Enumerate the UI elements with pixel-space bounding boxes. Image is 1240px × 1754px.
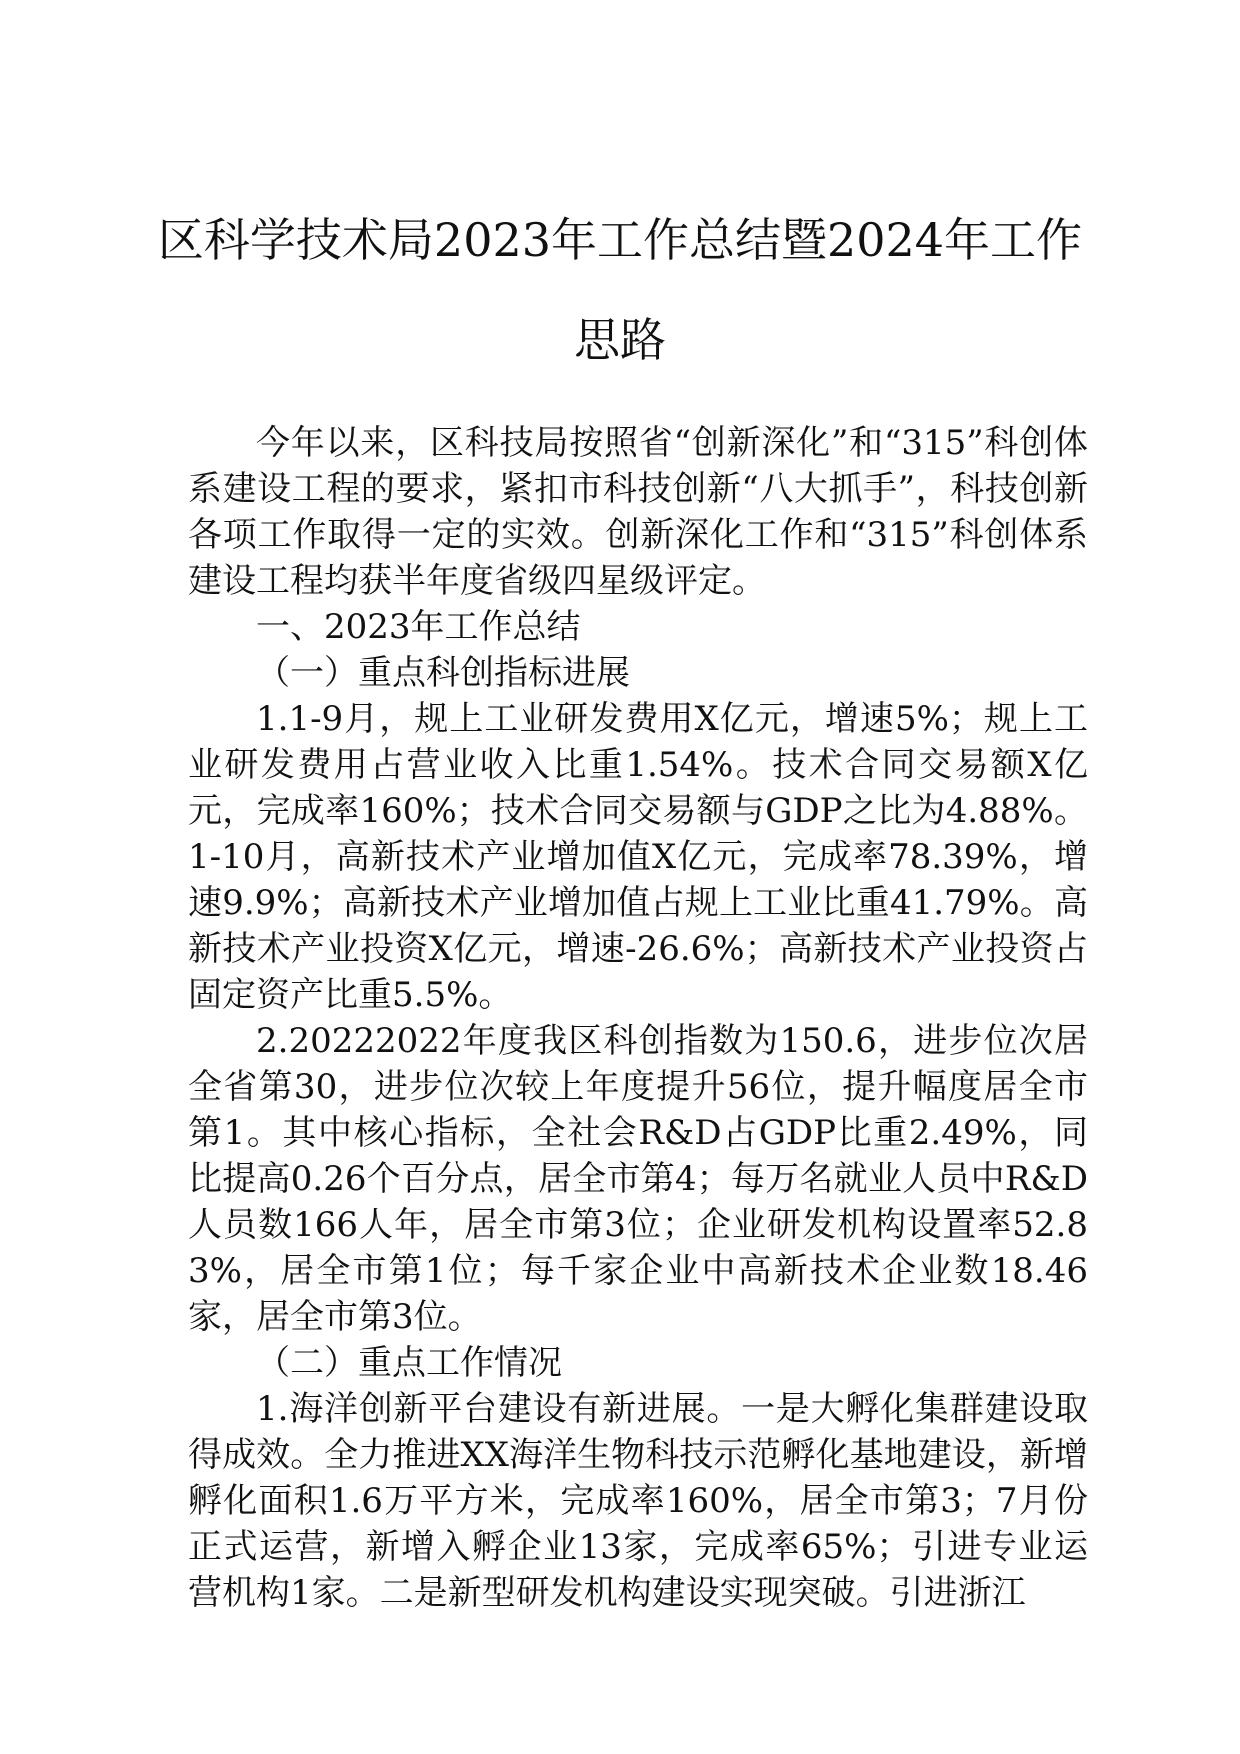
paragraph-1: 1.1-9月，规上工业研发费用X亿元，增速5%；规上工业研发费用占营业收入比重1.54%。技术合同交易额X亿元，完成率160%；技术合同交易额与GDP之比为4.88%。1-10月，高新技术产业增加值X亿元，完成率78.39%，增速9.9%；高新技术产业增加值占规上工业比重41.79%。高新技术产业投资X亿元，增速-26.6%；高新技术产业投资占固定资产比重5.5%。 [188, 699, 1088, 1015]
document-title: 区科学技术局2023年工作总结暨2024年工作思路 [157, 213, 1083, 367]
document-body [188, 420, 1088, 1616]
intro-paragraph: 今年以来，区科技局按照省“创新深化”和“315”科创体系建设工程的要求，紧扣市科技创新“八大抓手”，科技创新各项工作取得一定的实效。创新深化工作和“315”科创体系建设工程均获半年度省级四星级评定。 [188, 423, 1088, 601]
section-1-heading: 一、2023年工作总结 [256, 607, 581, 647]
subsection-1-heading: （一）重点科创指标进展 [256, 653, 630, 693]
paragraph-2: 2.20222022年度我区科创指数为150.6，进步位次居全省第30，进步位次较上年度提升56位，提升幅度居全市第1。其中核心指标，全社会R&D占GDP比重2.49%，同比提高0.26个百分点，居全市第4；每万名就业人员中R&D人员数166人年，居全市第3位；企业研发机构设置率52.83%，居全市第1位；每千家企业中高新技术企业数18.46家，居全市第3位。 [188, 1021, 1088, 1337]
subsection-2-heading: （二）重点工作情况 [256, 1343, 562, 1383]
paragraph-3: 1.海洋创新平台建设有新进展。一是大孵化集群建设取得成效。全力推进XX海洋生物科技示范孵化基地建设，新增孵化面积1.6万平方米，完成率160%，居全市第3；7月份正式运营，新增入孵企业13家，完成率65%；引进专业运营机构1家。二是新型研发机构建设实现突破。引进浙江 [188, 1389, 1088, 1613]
